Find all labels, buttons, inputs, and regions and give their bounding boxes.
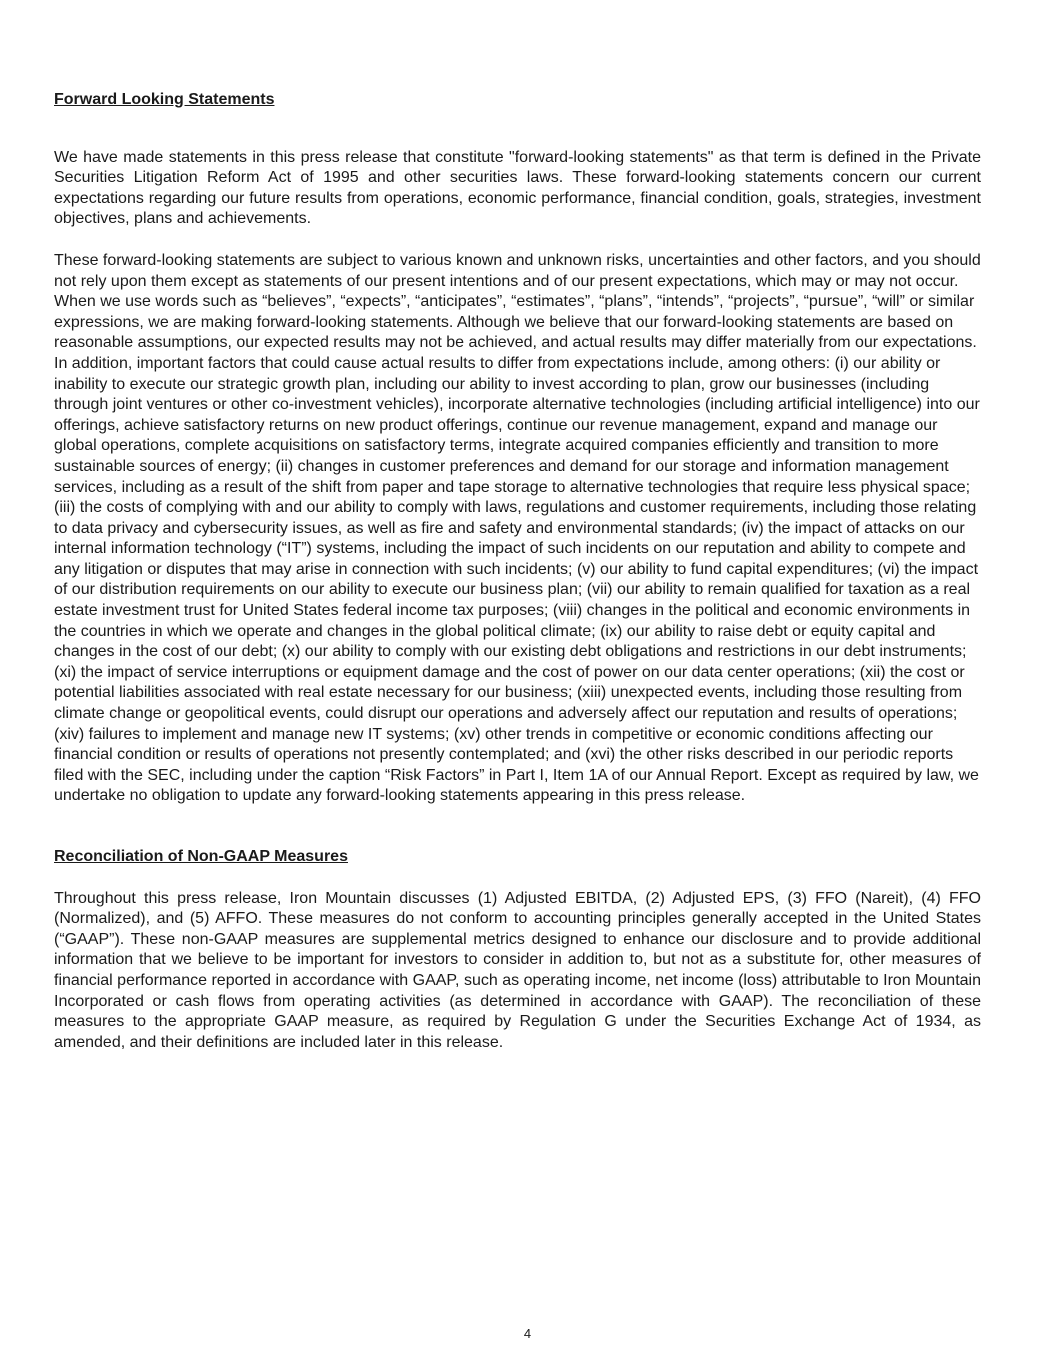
forward-looking-paragraph-1: We have made statements in this press release that constitute "forward-looking statements" as that term is defined in the Private Securities Litigation Reform Act of 1995 and other securities laws. These forward-looking statements concern our current expectations regarding our future results from operations, economic performance, financial condition, goals, strategies, investment objectives, plans and achievements. xyxy=(54,148,981,228)
forward-looking-paragraph-2: These forward-looking statements are subject to various known and unknown risks, uncertainties and other factors, and you should not rely upon them except as statements of our present intentions and of our present expectations, which may or may not occur. When we use words such as “believes”, “expects”, “anticipates”, “estimates”, “plans”, “intends”, “projects”, “pursue”, “will” or similar expressions, we are making forward-looking statements. Although we believe that our forward-looking statements are based on reasonable assumptions, our expected results may not be achieved, and actual results may differ materially from our expectations. In addition, important factors that could cause actual results to differ from expectations include, among others: (i) our ability or inability to execute our strategic growth plan, including our ability to invest according to plan, grow our businesses (including through joint ventures or other co-investment vehicles), incorporate alternative technologies (including artificial intelligence) into our offerings, achieve satisfactory returns on new product offerings, continue our revenue management, expand and manage our global operations, complete acquisitions on satisfactory terms, integrate acquired companies efficiently and transition to more sustainable sources of energy; (ii) changes in customer preferences and demand for our storage and information management services, including as a result of the shift from paper and tape storage to alternative technologies that require less physical space; (iii) the costs of complying with and our ability to comply with laws, regulations and customer requirements, including those relating to data privacy and cybersecurity issues, as well as fire and safety and environmental standards; (iv) the impact of attacks on our internal information technology (“IT”) systems, including the impact of such incidents on our reputation and ability to compete and any litigation or disputes that may arise in connection with such incidents; (v) our ability to fund capital expenditures; (vi) the impact of our distribution requirements on our ability to execute our business plan; (vii) our ability to remain qualified for taxation as a real estate investment trust for United States federal income tax purposes; (viii) changes in the political and economic environments in the countries in which we operate and changes in the global political climate; (ix) our ability to raise debt or equity capital and changes in the cost of our debt; (x) our ability to comply with our existing debt obligations and restrictions in our debt instruments; (xi) the impact of service interruptions or equipment damage and the cost of power on our data center operations; (xii) the cost or potential liabilities associated with real estate necessary for our business; (xiii) unexpected events, including those resulting from climate change or geopolitical events, could disrupt our operations and adversely affect our reputation and results of operations; (xiv) failures to implement and manage new IT systems; (xv) other trends in competitive or economic conditions affecting our financial condition or results of operations not presently contemplated; and (xvi) the other risks described in our periodic reports filed with the SEC, including under the caption “Risk Factors” in Part I, Item 1A of our Annual Report. Except as required by law, we undertake no obligation to update any forward-looking statements appearing in this press release. xyxy=(54,251,981,805)
document-page xyxy=(54,86,981,1053)
reconciliation-heading: Reconciliation of Non-GAAP Measures xyxy=(54,848,348,865)
forward-looking-heading: Forward Looking Statements xyxy=(54,91,275,108)
page-number: 4 xyxy=(523,1326,532,1341)
reconciliation-paragraph-1: Throughout this press release, Iron Mountain discusses (1) Adjusted EBITDA, (2) Adjusted EPS, (3) FFO (Nareit), (4) FFO (Normalized), and (5) AFFO. These measures do not conform to accounting principles generally accepted in the United States (“GAAP”). These non-GAAP measures are supplemental metrics designed to enhance our disclosure and to provide additional information that we believe to be important for investors to consider in addition to, but not as a substitute for, other measures of financial performance reported in accordance with GAAP, such as operating income, net income (loss) attributable to Iron Mountain Incorporated or cash flows from operating activities (as determined in accordance with GAAP). The reconciliation of these measures to the appropriate GAAP measure, as required by Regulation G under the Securities Exchange Act of 1934, as amended, and their definitions are included later in this release. xyxy=(54,889,981,1051)
